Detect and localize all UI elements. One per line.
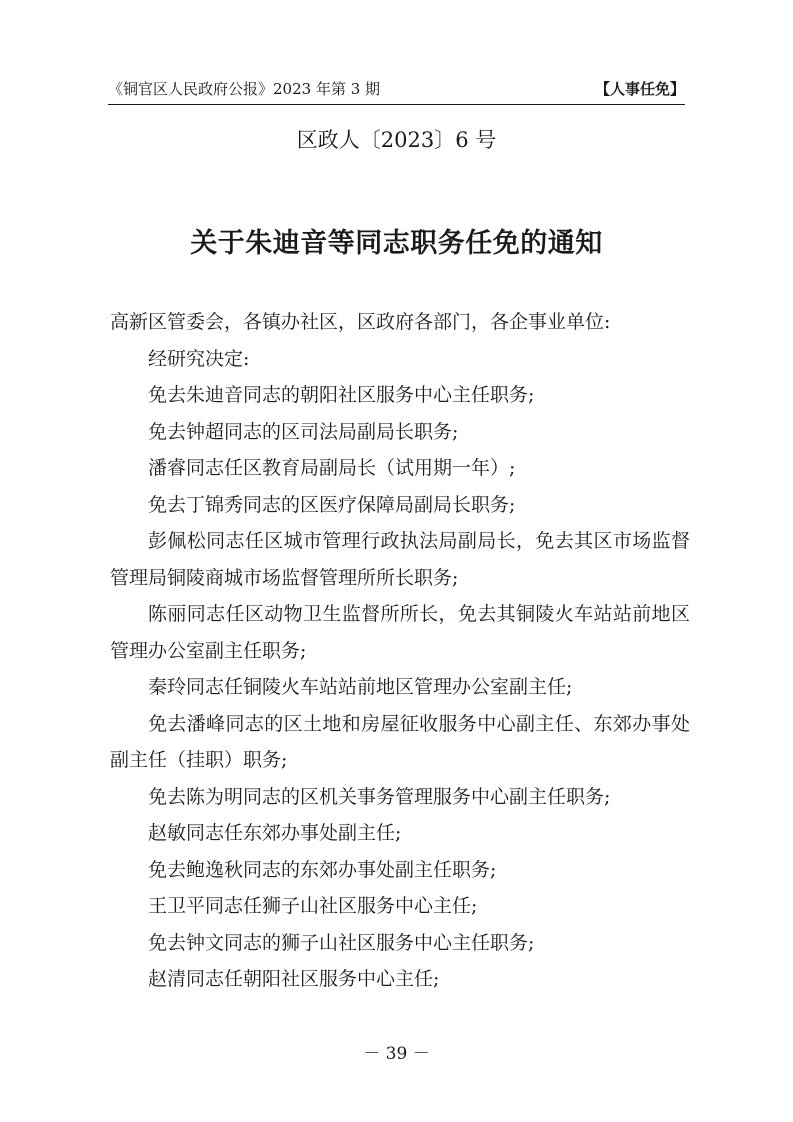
page-number: － 39 －	[363, 1044, 430, 1064]
publication-name: 《铜官区人民政府公报》2023 年第 3 期	[108, 80, 381, 98]
paragraph: 王卫平同志任狮子山社区服务中心主任;	[148, 895, 478, 917]
paragraph: 免去丁锦秀同志的区医疗保障局副局长职务;	[148, 493, 516, 516]
paragraph: 免去钟超同志的区司法局副局长职务;	[148, 420, 459, 443]
paragraph: 陈丽同志任区动物卫生监督所所长，免去其铜陵火车站站前地区管理办公室副主任职务;	[110, 603, 690, 662]
paragraph: 免去朱迪音同志的朝阳社区服务中心主任职务;	[148, 384, 535, 406]
document-number: 区政人〔2023〕6 号	[296, 128, 497, 152]
paragraph: 彭佩松同志任区城市管理行政执法局副局长，免去其区市场监督管理局铜陵商城市场监督管理所所长职务;	[110, 530, 690, 589]
paragraph: 免去潘峰同志的区土地和房屋征收服务中心副主任、东郊办事处副主任（挂职）职务;	[110, 712, 690, 771]
page-header	[108, 76, 685, 102]
header-divider	[108, 104, 685, 105]
paragraph: 赵清同志任朝阳社区服务中心主任;	[148, 968, 440, 990]
paragraph: 免去钟文同志的狮子山社区服务中心主任职务;	[148, 931, 535, 954]
paragraph: 秦玲同志任铜陵火车站站前地区管理办公室副主任;	[148, 676, 573, 698]
paragraph: 免去鲍逸秋同志的东郊办事处副主任职务;	[148, 858, 497, 881]
document-title: 关于朱迪音等同志职务任免的通知	[190, 228, 603, 259]
paragraph: 赵敏同志任东郊办事处副主任;	[148, 822, 402, 844]
document-body	[110, 304, 690, 998]
salutation: 高新区管委会，各镇办社区，区政府各部门，各企事业单位:	[110, 311, 611, 333]
paragraph: 免去陈为明同志的区机关事务管理服务中心副主任职务;	[148, 785, 611, 808]
paragraph: 潘睿同志任区教育局副局长（试用期一年）;	[148, 457, 516, 479]
section-label: 【人事任免】	[594, 80, 685, 98]
paragraph: 经研究决定:	[148, 347, 250, 370]
